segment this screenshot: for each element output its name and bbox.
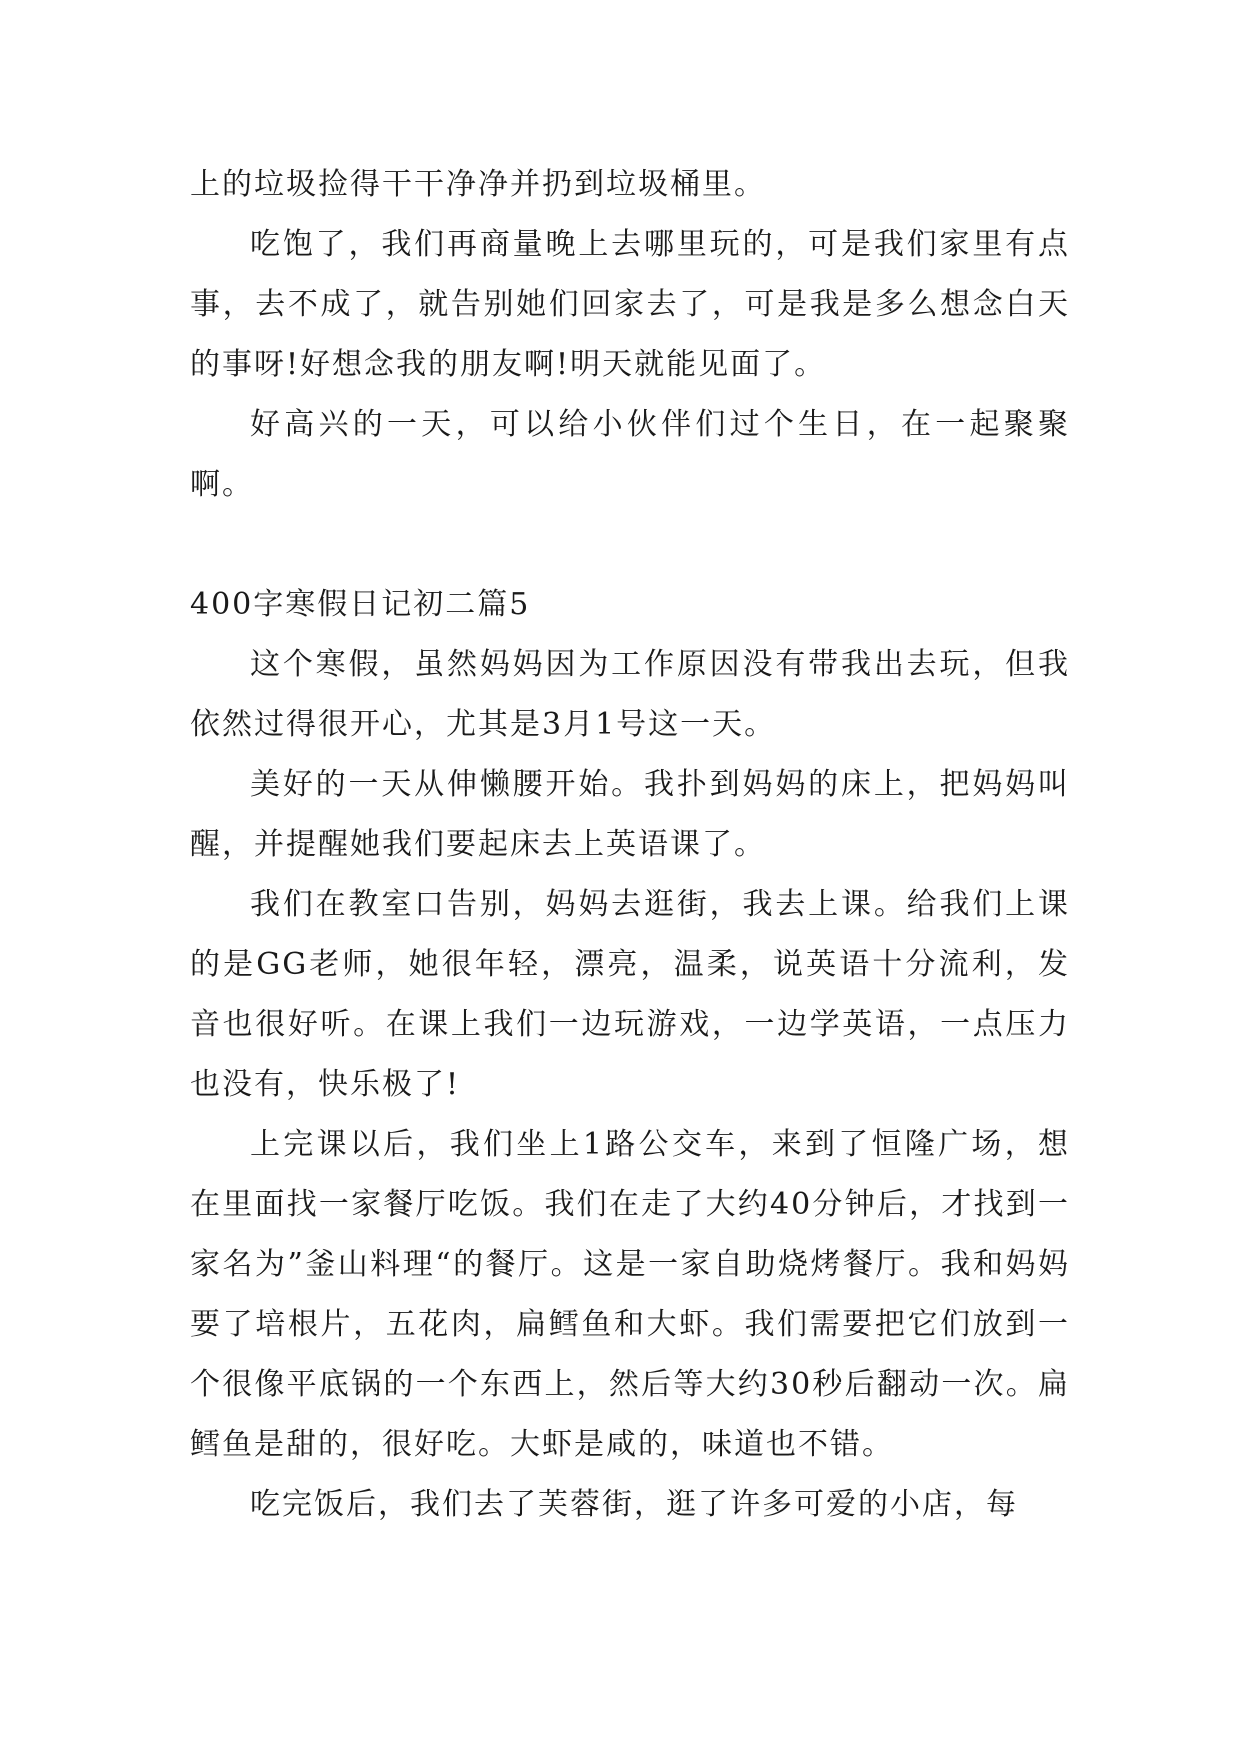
paragraph: 上完课以后，我们坐上1路公交车，来到了恒隆广场，想在里面找一家餐厅吃饭。我们在走了大约40分钟后，才找到一家名为”釜山料理“的餐厅。这是一家自助烧烤餐厅。我和妈妈要了培根片，五花肉，扁鳕鱼和大虾。我们需要把它们放到一个很像平底锅的一个东西上，然后等大约30秒后翻动一次。扁鳕鱼是甜的，很好吃。大虾是咸的，味道也不错。 xyxy=(190,1127,1070,1462)
paragraph: 美好的一天从伸懒腰开始。我扑到妈妈的床上，把妈妈叫醒，并提醒她我们要起床去上英语课了。 xyxy=(190,767,1070,862)
paragraph: 上的垃圾捡得干干净净并扔到垃圾桶里。 xyxy=(190,167,766,202)
paragraph: 吃完饭后，我们去了芙蓉街，逛了许多可爱的小店，每 xyxy=(250,1487,1018,1522)
paragraph: 吃饱了，我们再商量晚上去哪里玩的，可是我们家里有点事，去不成了，就告别她们回家去了，可是我是多么想念白天的事呀!好想念我的朋友啊!明天就能见面了。 xyxy=(190,227,1070,382)
paragraph: 好高兴的一天，可以给小伙伴们过个生日，在一起聚聚啊。 xyxy=(190,407,1070,502)
section-gap xyxy=(190,515,1070,575)
paragraph: 这个寒假，虽然妈妈因为工作原因没有带我出去玩，但我依然过得很开心，尤其是3月1号这一天。 xyxy=(190,647,1070,742)
section-title: 400字寒假日记初二篇5 xyxy=(190,587,531,622)
document-body xyxy=(190,155,1070,1535)
paragraph: 我们在教室口告别，妈妈去逛街，我去上课。给我们上课的是GG老师，她很年轻，漂亮，温柔，说英语十分流利，发音也很好听。在课上我们一边玩游戏，一边学英语，一点压力也没有，快乐极了! xyxy=(190,887,1070,1102)
